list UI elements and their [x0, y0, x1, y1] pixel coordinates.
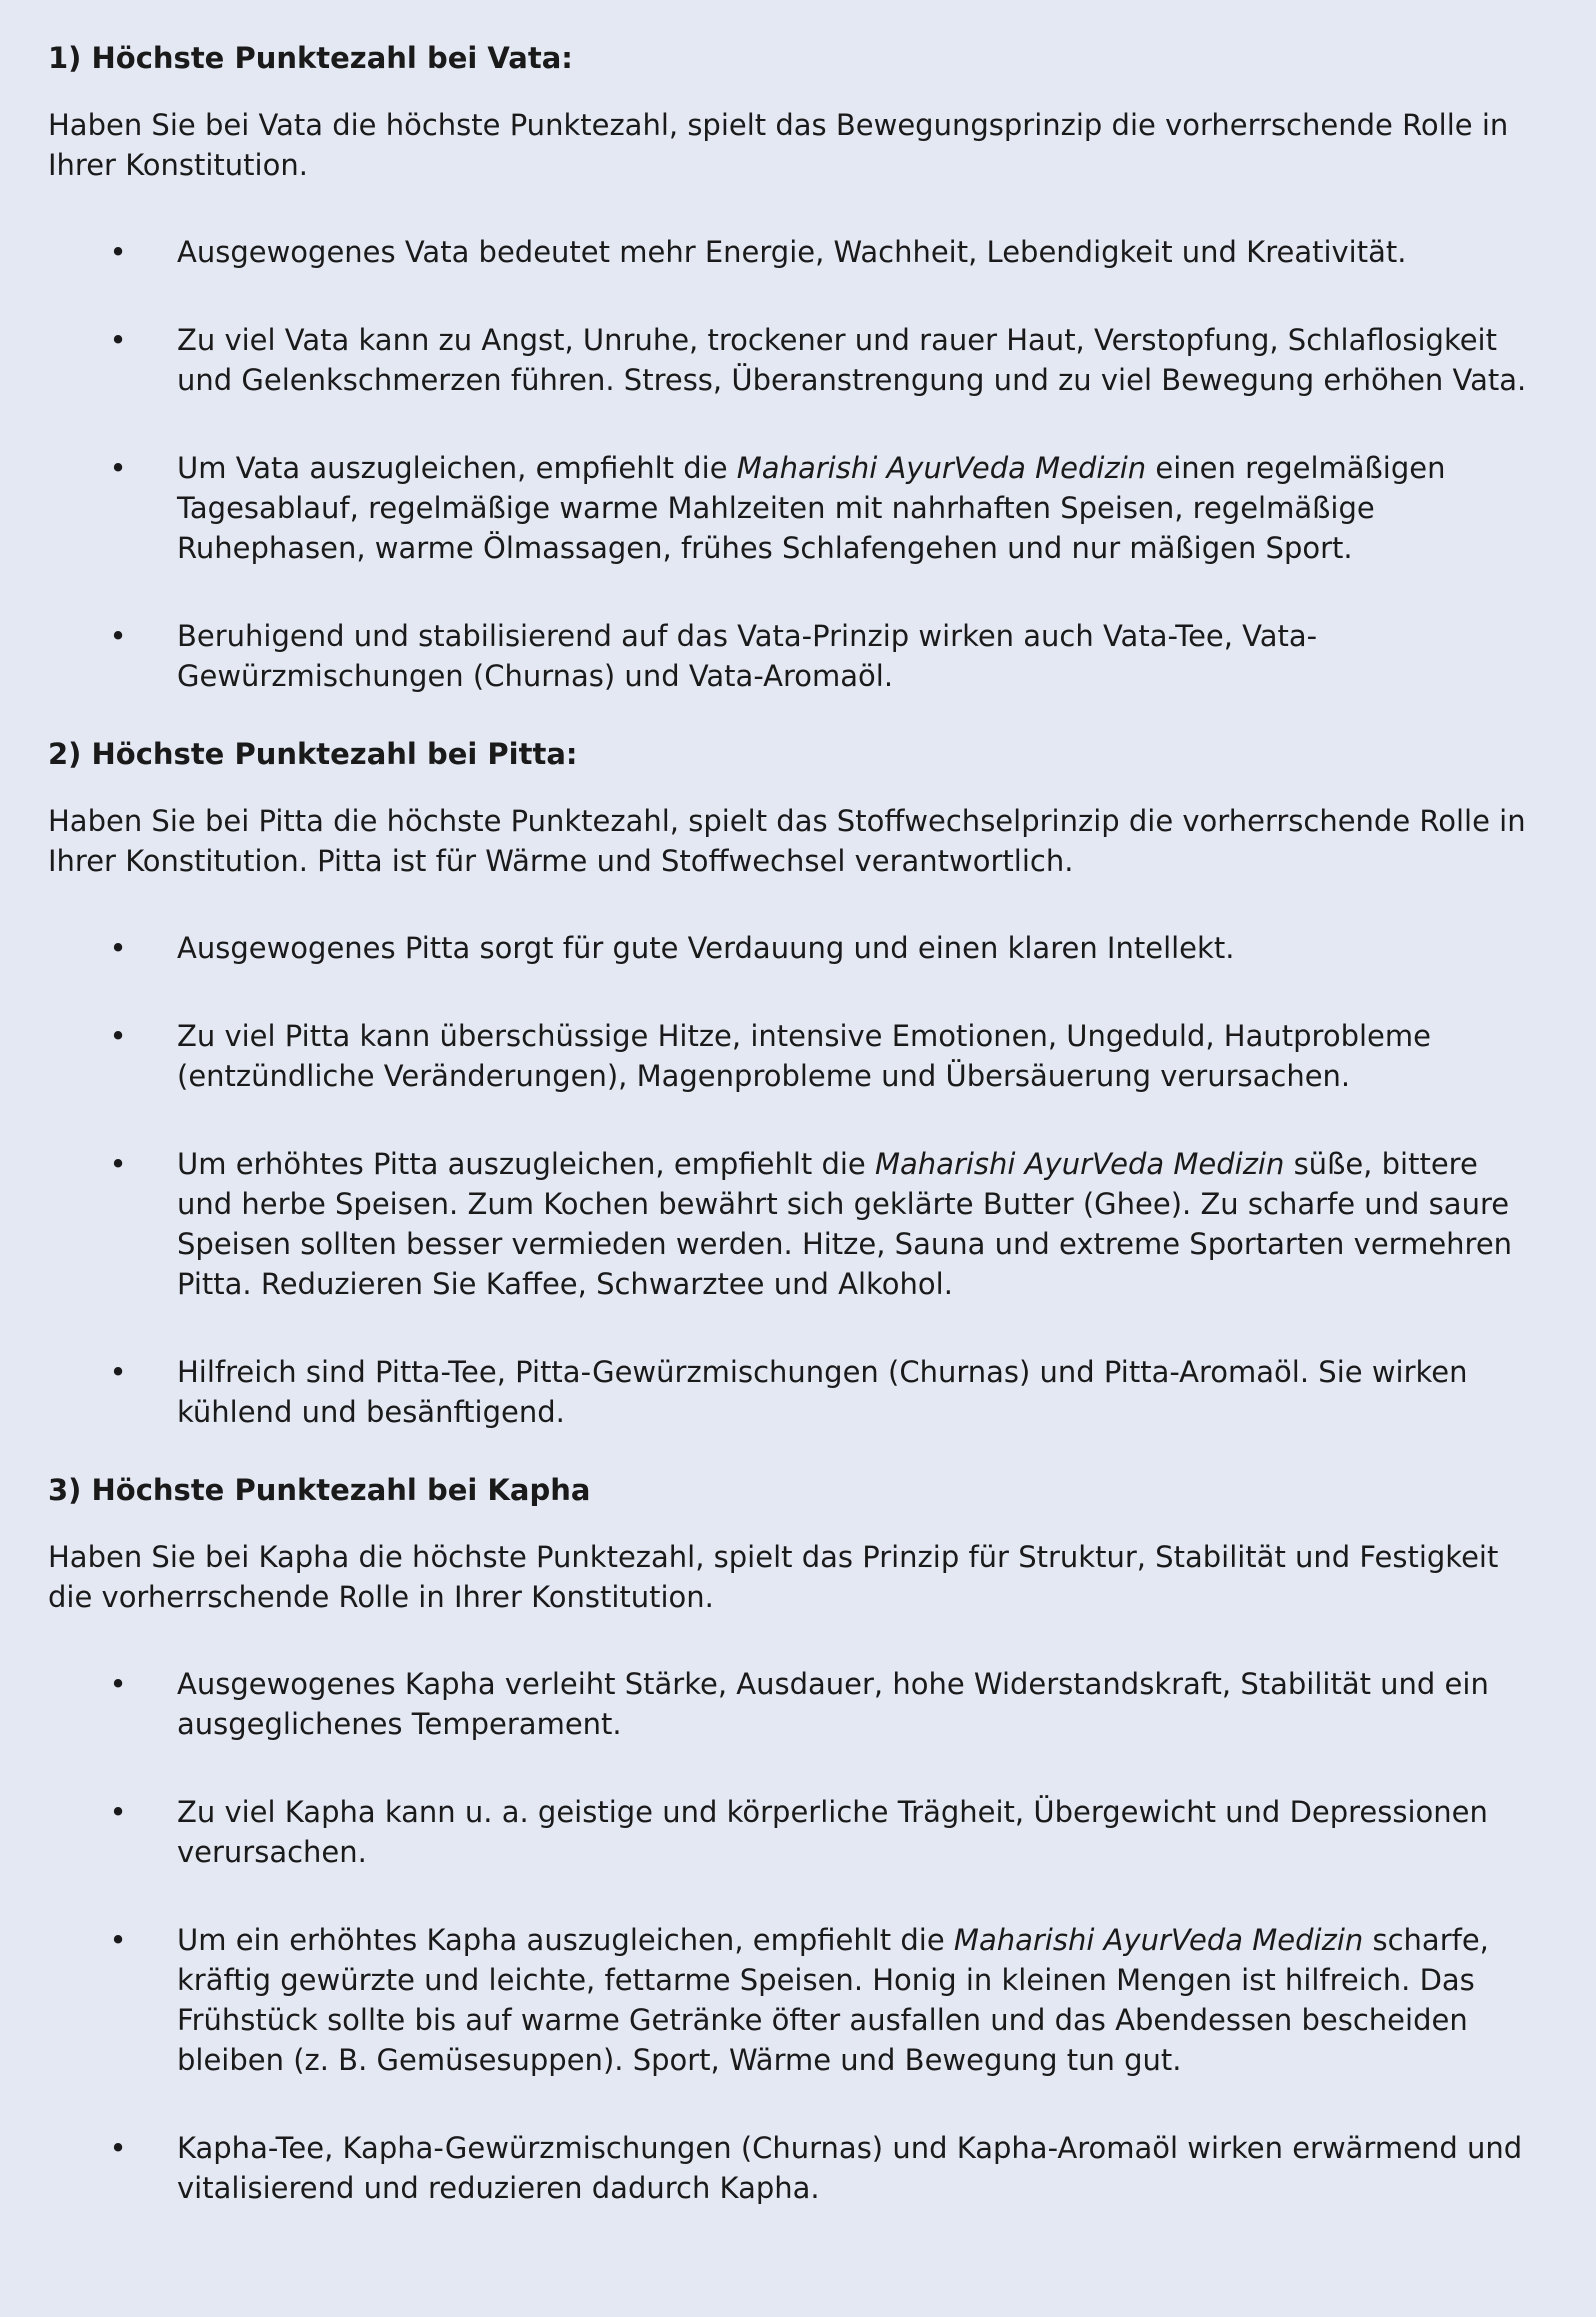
- list-item-text: Zu viel Vata kann zu Angst, Unruhe, trockener und rauer Haut, Verstopfung, Schlaflosigkeit und Gelenkschmerzen führen. Stress, Überanstrengung und zu viel Bewegung erhöhen Vata.: [177, 323, 1527, 397]
- section-heading: 1) Höchste Punktezahl bei Vata:: [48, 41, 573, 75]
- list-item-text: Beruhigend und stabilisierend auf das Vata-Prinzip wirken auch Vata-Tee, Vata-Gewürzmischungen (Churnas) und Vata-Aromaöl.: [177, 619, 1318, 693]
- list-item-text: Kapha-Tee, Kapha-Gewürzmischungen (Churnas) und Kapha-Aromaöl wirken erwärmend und vitalisierend und reduzieren dadurch Kapha.: [177, 2131, 1523, 2205]
- bullet-list: [48, 928, 1548, 1432]
- section-vata: [48, 38, 1548, 696]
- section-intro: Haben Sie bei Kapha die höchste Punktezahl, spielt das Prinzip für Struktur, Stabilität und Festigkeit die vorherrschende Rolle in Ihrer Konstitution.: [48, 1540, 1499, 1614]
- list-item: [48, 232, 1548, 272]
- list-item: [48, 1664, 1548, 1744]
- list-item-text-after: süße, bittere und herbe Speisen. Zum Kochen bewährt sich geklärte Butter (Ghee). Zu scharfe und saure Speisen sollten besser vermieden werden. Hitze, Sauna und extreme Sportarten vermehren Pitta. Reduzieren Sie Kaffee, Schwarztee und Alkohol.: [177, 1147, 1513, 1301]
- section-heading: 3) Höchste Punktezahl bei Kapha: [48, 1473, 591, 1507]
- list-item: [48, 1352, 1548, 1432]
- section-pitta: [48, 734, 1548, 1432]
- list-item-italic: Maharishi AyurVeda Medizin: [875, 1147, 1285, 1181]
- list-item: [48, 320, 1548, 400]
- list-item-italic: Maharishi AyurVeda Medizin: [736, 451, 1147, 485]
- bullet-icon: •: [109, 1355, 127, 1389]
- section-intro: Haben Sie bei Pitta die höchste Punktezahl, spielt das Stoffwechselprinzip die vorherrschende Rolle in Ihrer Konstitution. Pitta ist für Wärme und Stoffwechsel verantwortlich.: [48, 804, 1526, 878]
- bullet-list: [48, 1664, 1548, 2208]
- list-item-text: Ausgewogenes Kapha verleiht Stärke, Ausdauer, hohe Widerstandskraft, Stabilität und ein ausgeglichenes Temperament.: [177, 1667, 1489, 1741]
- list-item-text-after: scharfe, kräftig gewürzte und leichte, fettarme Speisen. Honig in kleinen Mengen ist hilfreich. Das Frühstück sollte bis auf warme Getränke öfter ausfallen und das Abendessen bescheiden bleiben (z. B. Gemüsesuppen). Sport, Wärme und Bewegung tun gut.: [177, 1923, 1489, 2077]
- list-item: [48, 1144, 1548, 1304]
- bullet-icon: •: [109, 1019, 127, 1053]
- bullet-icon: •: [109, 451, 127, 485]
- list-item-text: Hilfreich sind Pitta-Tee, Pitta-Gewürzmischungen (Churnas) und Pitta-Aromaöl. Sie wirken kühlend und besänftigend.: [177, 1355, 1468, 1429]
- bullet-list: [48, 232, 1548, 696]
- bullet-icon: •: [109, 323, 127, 357]
- list-item: [48, 928, 1548, 968]
- list-item: [48, 616, 1548, 696]
- list-item-text-after: einen regelmäßigen Tagesablauf, regelmäßige warme Mahlzeiten mit nahrhaften Speisen, regelmäßige Ruhephasen, warme Ölmassagen, frühes Schlafengehen und nur mäßigen Sport.: [177, 451, 1446, 565]
- bullet-icon: •: [109, 235, 127, 269]
- list-item-text: Um ein erhöhtes Kapha auszugleichen, empfiehlt die: [177, 1923, 954, 1957]
- list-item: [48, 1792, 1548, 1872]
- section-intro: Haben Sie bei Vata die höchste Punktezahl, spielt das Bewegungsprinzip die vorherrschende Rolle in Ihrer Konstitution.: [48, 108, 1509, 182]
- list-item: [48, 1920, 1548, 2080]
- list-item: [48, 1016, 1548, 1096]
- bullet-icon: •: [109, 1667, 127, 1701]
- section-kapha: [48, 1470, 1548, 2208]
- list-item: [48, 448, 1548, 568]
- list-item-text: Um Vata auszugleichen, empfiehlt die: [177, 451, 737, 485]
- list-item-text: Ausgewogenes Pitta sorgt für gute Verdauung und einen klaren Intellekt.: [177, 931, 1235, 965]
- bullet-icon: •: [109, 1795, 127, 1829]
- list-item-text: Zu viel Kapha kann u. a. geistige und körperliche Trägheit, Übergewicht und Depressionen verursachen.: [177, 1795, 1488, 1869]
- list-item: [48, 2128, 1548, 2208]
- bullet-icon: •: [109, 2131, 127, 2165]
- list-item-italic: Maharishi AyurVeda Medizin: [953, 1923, 1364, 1957]
- section-heading: 2) Höchste Punktezahl bei Pitta:: [48, 737, 578, 771]
- bullet-icon: •: [109, 931, 127, 965]
- bullet-icon: •: [109, 619, 127, 653]
- bullet-icon: •: [109, 1147, 127, 1181]
- bullet-icon: •: [109, 1923, 127, 1957]
- list-item-text: Zu viel Pitta kann überschüssige Hitze, intensive Emotionen, Ungeduld, Hautprobleme (entzündliche Veränderungen), Magenprobleme und Übersäuerung verursachen.: [177, 1019, 1431, 1093]
- list-item-text: Ausgewogenes Vata bedeutet mehr Energie, Wachheit, Lebendigkeit und Kreativität.: [177, 235, 1407, 269]
- list-item-text: Um erhöhtes Pitta auszugleichen, empfiehlt die: [177, 1147, 875, 1181]
